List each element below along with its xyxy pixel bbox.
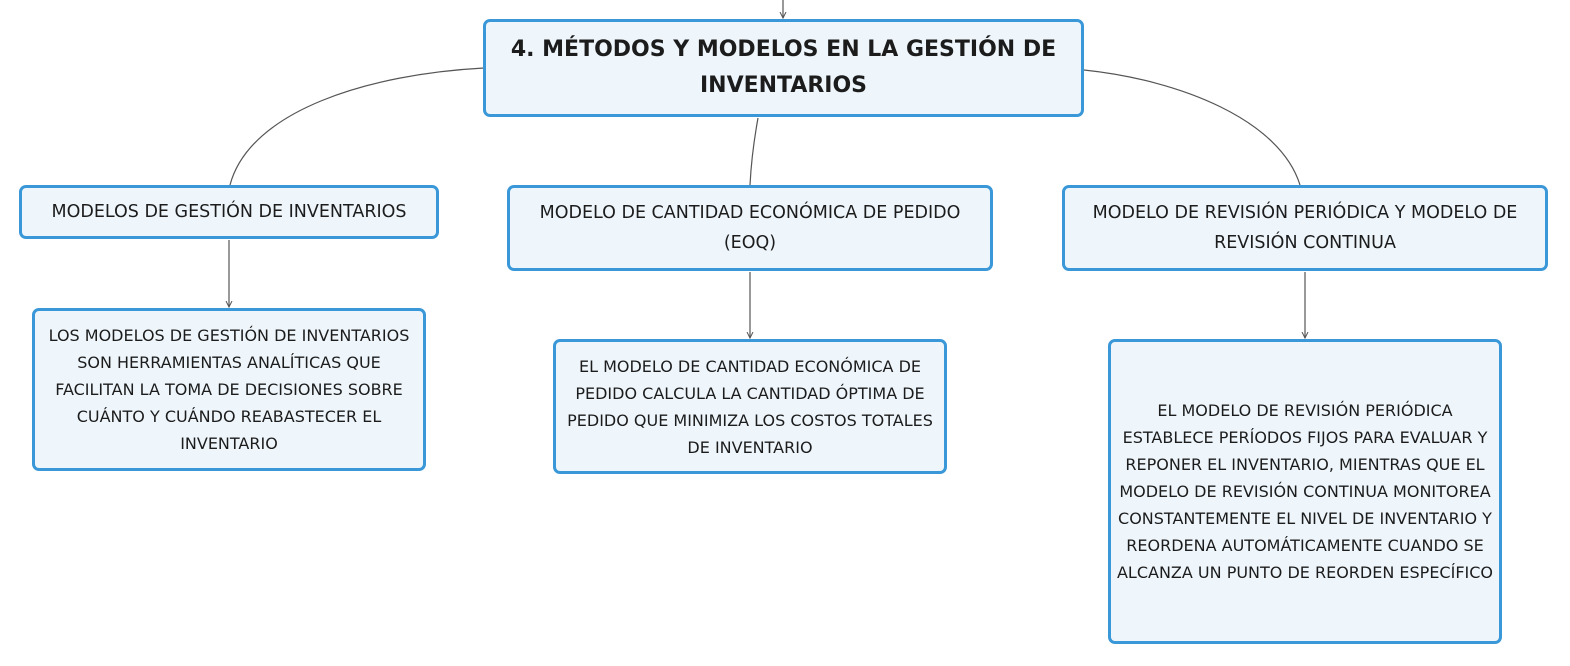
branch-topic-review-models[interactable] [1062,185,1548,271]
detail-topic-review-models[interactable] [1108,339,1502,644]
branch-topic-inventory-models[interactable] [19,185,439,239]
branch-topic-label: MODELO DE CANTIDAD ECONÓMICA DE PEDIDO (EOQ) [539,203,961,253]
detail-topic-eoq-model[interactable] [553,339,947,474]
branch-topic-label: MODELOS DE GESTIÓN DE INVENTARIOS [51,202,407,222]
root-topic-title: 4. MÉTODOS Y MODELOS EN LA GESTIÓN DE INVENTARIOS [510,37,1057,98]
root-topic[interactable] [483,19,1084,117]
detail-topic-text: LOS MODELOS DE GESTIÓN DE INVENTARIOS SON HERRAMIENTAS ANALÍTICAS QUE FACILITAN LA TOMA DE DECISIONES SOBRE CUÁNTO Y CUÁNDO REABASTECER EL INVENTARIO [48,326,410,453]
connector-root-to-branch-1 [230,68,484,185]
detail-topic-text: EL MODELO DE REVISIÓN PERIÓDICA ESTABLECE PERÍODOS FIJOS PARA EVALUAR Y REPONER EL INVENTARIO, MIENTRAS QUE EL MODELO DE REVISIÓN CONTINUA MONITOREA CONSTANTEMENTE EL NIVEL DE INVENTARIO Y REORDENA AUTOMÁTICAMENTE CUANDO SE ALCANZA UN PUNTO DE REORDEN ESPECÍFICO [1116,401,1494,582]
connector-root-to-branch-3 [1084,70,1300,185]
detail-topic-text: EL MODELO DE CANTIDAD ECONÓMICA DE PEDIDO CALCULA LA CANTIDAD ÓPTIMA DE PEDIDO QUE MINIMIZA LOS COSTOS TOTALES DE INVENTARIO [567,356,933,457]
branch-topic-eoq-model[interactable] [507,185,993,271]
connector-root-to-branch-2 [750,118,758,185]
branch-topic-label: MODELO DE REVISIÓN PERIÓDICA Y MODELO DE REVISIÓN CONTINUA [1092,203,1518,253]
detail-topic-inventory-models[interactable] [32,308,426,471]
